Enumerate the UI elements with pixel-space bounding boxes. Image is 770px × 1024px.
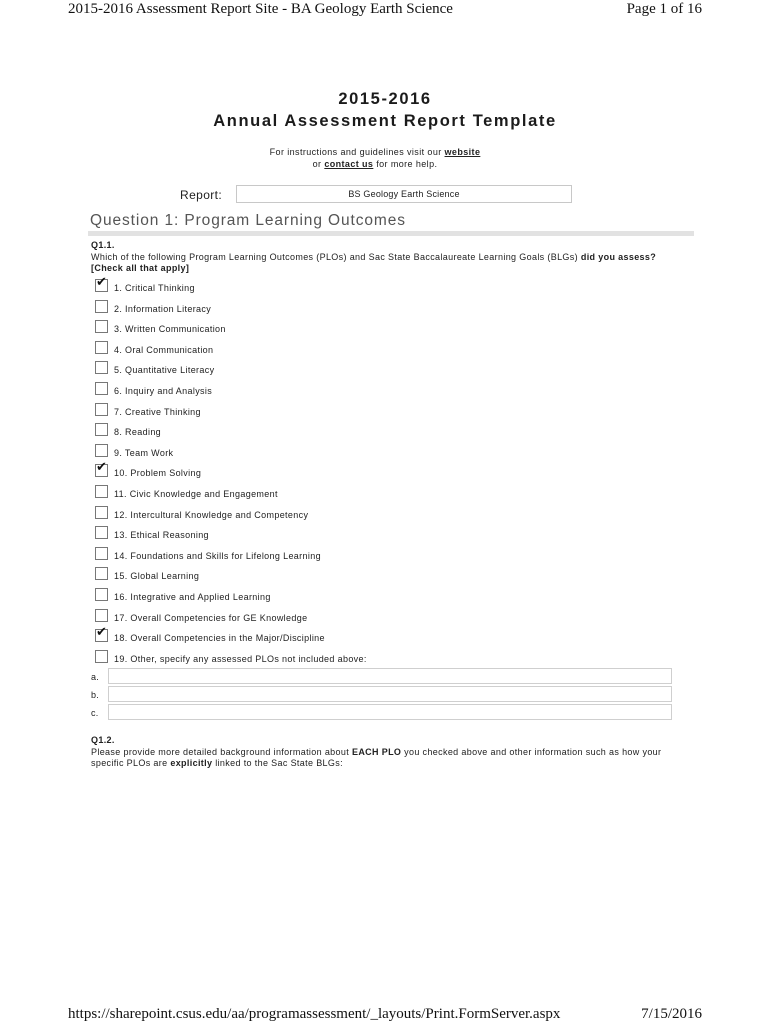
other-plo-input[interactable] xyxy=(108,704,672,720)
checkbox-unchecked[interactable] xyxy=(95,320,108,333)
plo-label: 14. Foundations and Skills for Lifelong Learning xyxy=(114,551,321,561)
question-q1-2 xyxy=(91,735,681,770)
checkbox-unchecked[interactable] xyxy=(95,341,108,354)
checkbox-unchecked[interactable] xyxy=(95,650,108,663)
checkmark-icon: ✔ xyxy=(96,275,108,290)
question-number: Q1.1. xyxy=(91,240,115,250)
checkbox-checked[interactable] xyxy=(95,460,108,477)
website-link[interactable]: website xyxy=(444,147,481,157)
checkbox-unchecked[interactable] xyxy=(95,423,108,436)
question-q1-1 xyxy=(91,240,691,275)
report-label: Report: xyxy=(180,188,223,202)
plo-label: 18. Overall Competencies in the Major/Discipline xyxy=(114,633,325,643)
checkbox-unchecked[interactable] xyxy=(95,444,108,457)
plo-label: 2. Information Literacy xyxy=(114,304,212,314)
question-text xyxy=(91,252,691,275)
section-divider xyxy=(88,231,694,236)
print-header xyxy=(0,0,770,22)
instructions xyxy=(0,146,750,170)
print-header-title: 2015-2016 Assessment Report Site - BA Geology Earth Science xyxy=(68,1,453,17)
question-text-main: Which of the following Program Learning Outcomes (PLOs) and Sac State Baccalaureate Learning Goals (BLGs) xyxy=(91,251,578,262)
plo-label: 3. Written Communication xyxy=(114,324,226,334)
plo-label: 9. Team Work xyxy=(114,448,174,458)
plo-label: 4. Oral Communication xyxy=(114,345,214,355)
plo-label: 6. Inquiry and Analysis xyxy=(114,386,213,396)
question-text-part: linked to the Sac State BLGs: xyxy=(215,758,343,768)
print-footer-url: https://sharepoint.csus.edu/aa/programassessment/_layouts/Print.FormServer.aspx xyxy=(68,1006,561,1022)
instructions-suffix: for more help. xyxy=(376,159,438,169)
instructions-prefix: For instructions and guidelines visit our xyxy=(269,147,442,157)
other-plo-letter: a. xyxy=(91,672,100,682)
checkmark-icon: ✔ xyxy=(96,460,108,475)
question-text-emphasis: EACH PLO xyxy=(351,746,402,757)
plo-label: 12. Intercultural Knowledge and Competency xyxy=(114,510,309,520)
plo-label: 15. Global Learning xyxy=(114,571,200,581)
document-title-text: Annual Assessment Report Template xyxy=(213,112,557,130)
checkbox-unchecked[interactable] xyxy=(95,403,108,416)
checkbox-unchecked[interactable] xyxy=(95,300,108,313)
other-plo-letter: c. xyxy=(91,708,99,718)
section-heading: Question 1: Program Learning Outcomes xyxy=(90,212,406,229)
plo-label: 8. Reading xyxy=(114,427,162,437)
question-text-emphasis: did you assess? [Check all that apply] xyxy=(91,251,657,273)
plo-label: 1. Critical Thinking xyxy=(114,283,195,293)
plo-label: 13. Ethical Reasoning xyxy=(114,530,209,540)
plo-label: 19. Other, specify any assessed PLOs not included above: xyxy=(114,654,367,664)
plo-label: 16. Integrative and Applied Learning xyxy=(114,592,271,602)
print-footer xyxy=(0,1006,770,1024)
checkbox-unchecked[interactable] xyxy=(95,506,108,519)
plo-label: 7. Creative Thinking xyxy=(114,407,201,417)
page-indicator: Page 1 of 16 xyxy=(626,1,702,17)
print-footer-date: 7/15/2016 xyxy=(641,1006,702,1022)
contact-us-link[interactable]: contact us xyxy=(324,159,374,169)
other-plo-input[interactable] xyxy=(108,668,672,684)
checkbox-unchecked[interactable] xyxy=(95,382,108,395)
checkbox-checked[interactable] xyxy=(95,275,108,292)
document-title xyxy=(0,88,770,132)
question-text-part: Please provide more detailed background information about xyxy=(91,746,350,757)
checkbox-unchecked[interactable] xyxy=(95,609,108,622)
question-number: Q1.2. xyxy=(91,735,115,745)
question-text-part: you checked above and other information such as how your specific PLOs are xyxy=(91,746,662,768)
instructions-or: or xyxy=(312,159,322,169)
question-text-emphasis: explicitly xyxy=(170,758,213,768)
checkbox-checked[interactable] xyxy=(95,625,108,642)
checkbox-unchecked[interactable] xyxy=(95,526,108,539)
plo-label: 17. Overall Competencies for GE Knowledge xyxy=(114,613,308,623)
checkbox-unchecked[interactable] xyxy=(95,485,108,498)
checkbox-unchecked[interactable] xyxy=(95,547,108,560)
report-field[interactable]: BS Geology Earth Science xyxy=(236,185,572,203)
document-year: 2015-2016 xyxy=(338,90,432,108)
plo-label: 10. Problem Solving xyxy=(114,468,202,478)
plo-label: 5. Quantitative Literacy xyxy=(114,365,215,375)
plo-label: 11. Civic Knowledge and Engagement xyxy=(114,489,278,499)
checkbox-unchecked[interactable] xyxy=(95,361,108,374)
other-plo-input[interactable] xyxy=(108,686,672,702)
checkmark-icon: ✔ xyxy=(96,625,108,640)
checkbox-unchecked[interactable] xyxy=(95,567,108,580)
checkbox-unchecked[interactable] xyxy=(95,588,108,601)
question-text xyxy=(91,747,681,770)
other-plo-letter: b. xyxy=(91,690,100,700)
